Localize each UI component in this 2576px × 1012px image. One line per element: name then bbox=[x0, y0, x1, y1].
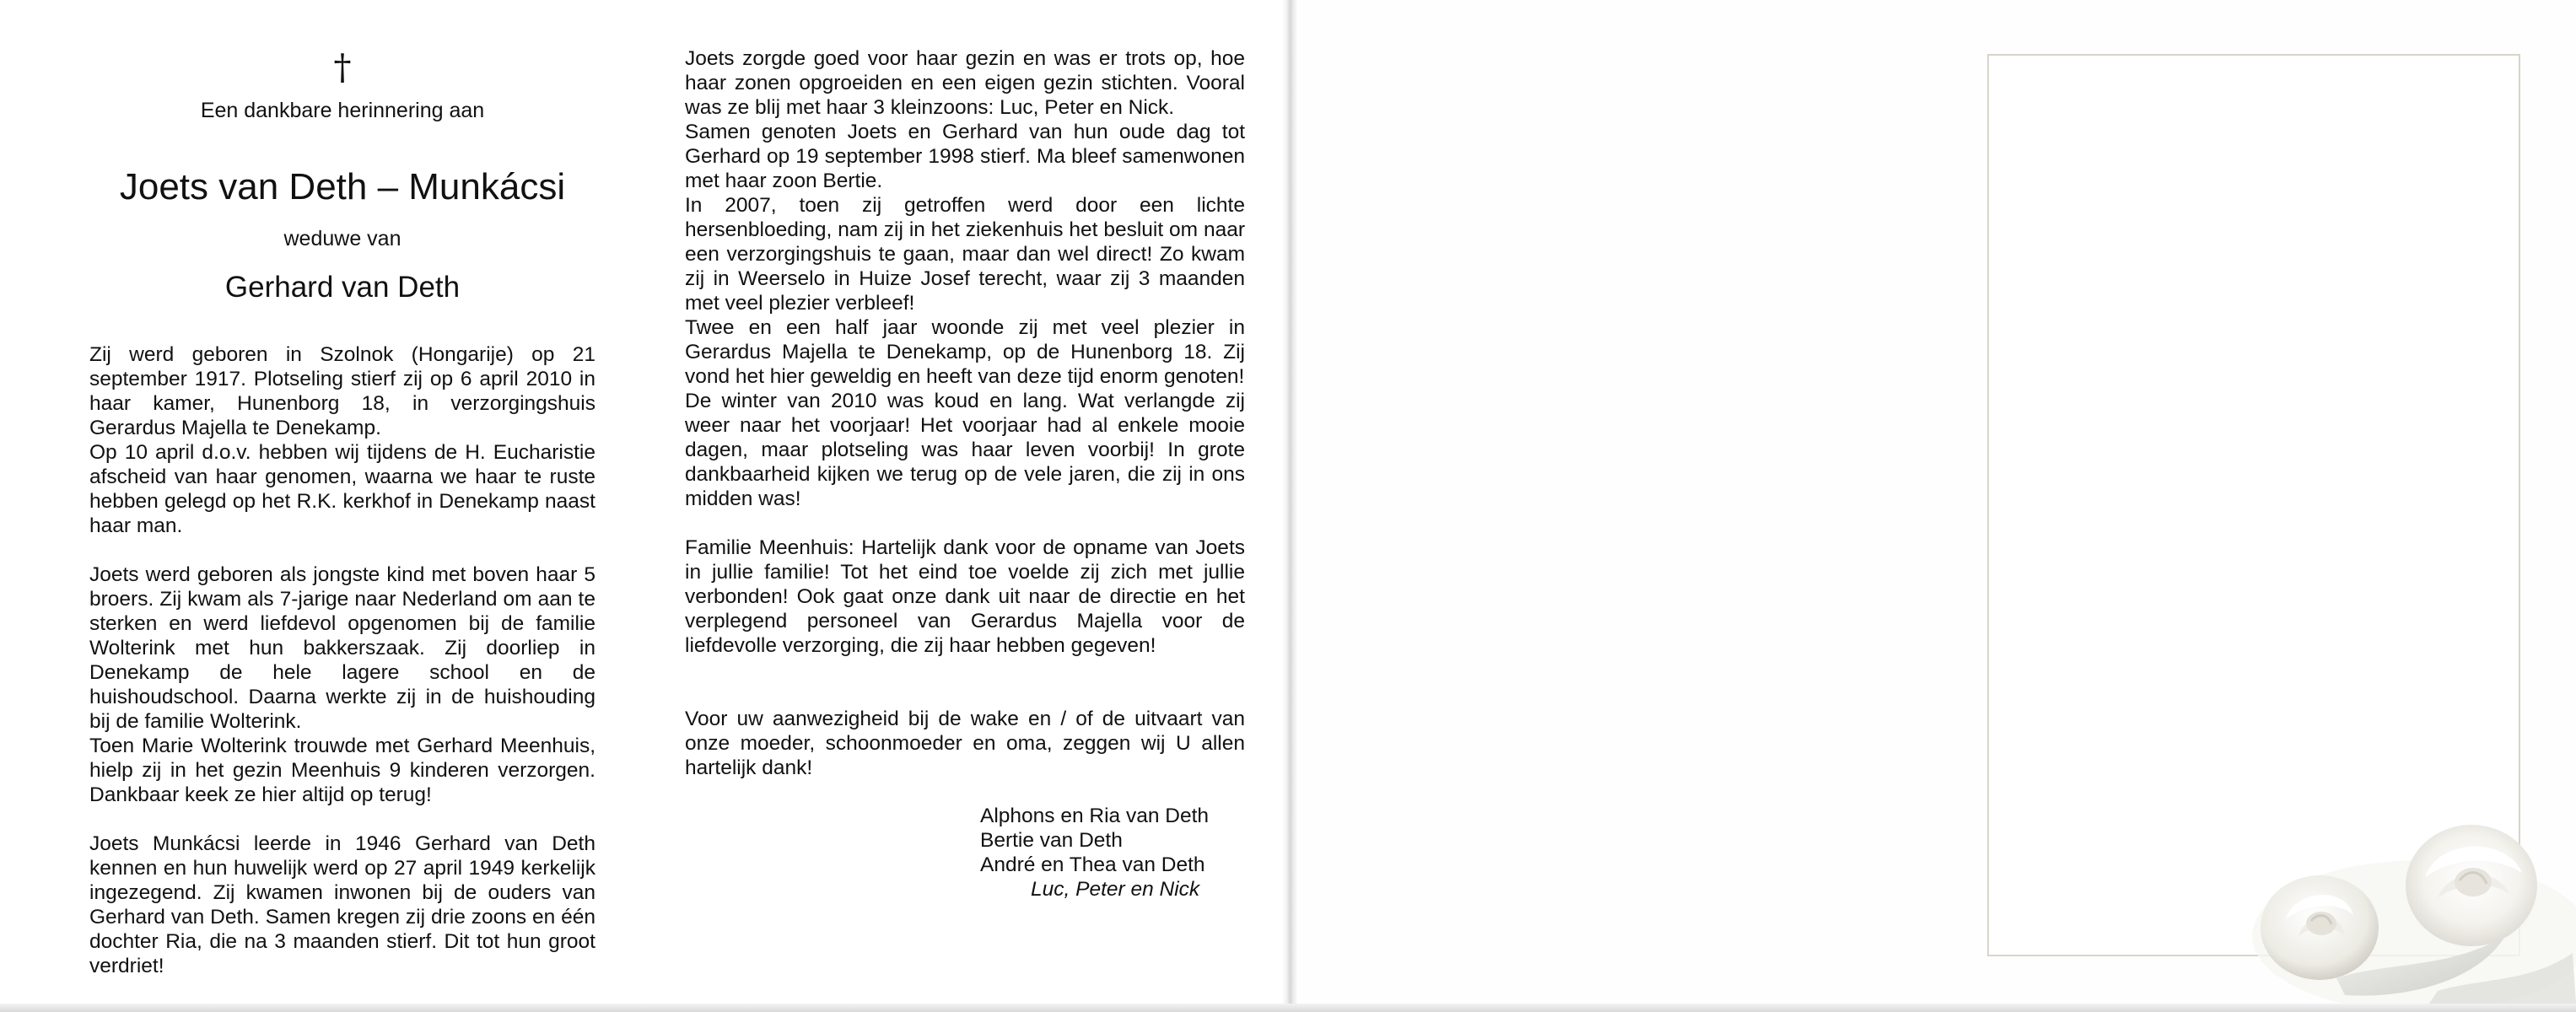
cross-icon: † bbox=[333, 46, 352, 88]
paragraph-birth-death: Zij werd geboren in Szolnok (Hongarije) op 21 september 1917. Plotseling stierf zij op 6 april 2010 in haar kamer, Hunenborg 18, in verzorgingshuis Gerardus Majella te Denekamp. bbox=[89, 343, 595, 439]
paragraph-thanks-all: Voor uw aanwezigheid bij de wake en / of de uitvaart van onze moeder, schoonmoeder en oma, zeggen wij U allen hartelijk dank! bbox=[685, 708, 1245, 779]
paragraph-winter: De winter van 2010 was koud en lang. Wat verlangde zij weer naar het voorjaar! Het voorjaar had al enkele mooie dagen, maar plotseling was haar leven voorbij! In grote dankbaarheid kijken we terug op de vele jaren, die zij in ons midden was! bbox=[685, 390, 1245, 510]
paragraph-2007: In 2007, toen zij getroffen werd door een lichte hersenbloeding, nam zij in het ziekenhuis het besluit om naar een verzorgingshuis te gaan, maar dan wel direct! Zo kwam zij in Weerselo in Huize Josef terecht, waar zij 3 maanden met veel plezier verbleef! bbox=[685, 194, 1245, 315]
signature-line: André en Thea van Deth bbox=[980, 853, 1205, 876]
widow-of-text: weduwe van bbox=[283, 227, 401, 250]
deceased-name: Joets van Deth – Munkácsi bbox=[119, 166, 566, 207]
card-bottom-edge bbox=[0, 1004, 2576, 1012]
signature-grandchildren: Luc, Peter en Nick bbox=[1031, 878, 1200, 901]
intro-text: Een dankbare herinnering aan bbox=[200, 99, 485, 122]
card-fold bbox=[1282, 0, 1297, 1012]
paragraph-family: Joets zorgde goed voor haar gezin en was er trots op, hoe haar zonen opgroeiden en een eigen gezin stichten. Vooral was ze blij met haar 3 kleinzoons: Luc, Peter en Nick. bbox=[685, 47, 1245, 119]
signatures bbox=[980, 804, 1250, 902]
paragraph-meenhuis: Toen Marie Wolterink trouwde met Gerhard Meenhuis, hielp zij in het gezin Meenhuis 9 kinderen verzorgen. Dankbaar keek ze hier altijd op terug! bbox=[89, 735, 595, 806]
paragraph-retirement: Samen genoten Joets en Gerhard van hun oude dag tot Gerhard op 19 september 1998 stierf. Ma bleef samenwonen met haar zoon Bertie. bbox=[685, 121, 1245, 192]
paragraph-marriage: Joets Munkácsi leerde in 1946 Gerhard van Deth kennen en hun huwelijk werd op 27 april 1949 kerkelijk ingezegend. Zij kwamen inwonen bij de ouders van Gerhard van Deth. Samen kregen zij drie zoons en één dochter Ria, die na 3 maanden stierf. Dit tot hun groot verdriet! bbox=[89, 832, 595, 977]
left-column bbox=[89, 47, 595, 978]
husband-name: Gerhard van Deth bbox=[224, 271, 461, 304]
signature-line: Alphons en Ria van Deth bbox=[980, 805, 1210, 827]
paragraph-childhood: Joets werd geboren als jongste kind met boven haar 5 broers. Zij kwam als 7-jarige naar Nederland om aan te sterken en werd liefdevol opgenomen bij de familie Wolterink met hun bakkerszaak. Zij doorliep in Denekamp de hele lagere school en de huishoudschool. Daarna werkte zij in de huishouding bij de familie Wolterink. bbox=[89, 563, 595, 733]
biography-left bbox=[89, 342, 595, 978]
paragraph-thanks-meenhuis: Familie Meenhuis: Hartelijk dank voor de opname van Joets in jullie familie! Tot het eind toe voelde zij zich met jullie verbonden! Ook gaat onze dank uit naar de directie en het verplegend personeel van Gerardus Majella voor de liefdevolle verzorging, die zij haar hebben gegeven! bbox=[685, 536, 1245, 657]
white-roses-icon bbox=[2227, 810, 2576, 1004]
signature-line: Bertie van Deth bbox=[980, 829, 1123, 852]
middle-column bbox=[685, 46, 1245, 902]
paragraph-funeral: Op 10 april d.o.v. hebben wij tijdens de H. Eucharistie afscheid van haar genomen, waarna we haar te ruste hebben gelegd op het R.K. kerkhof in Denekamp naast haar man. bbox=[89, 441, 595, 537]
paragraph-denekamp: Twee en een half jaar woonde zij met veel plezier in Gerardus Majella te Denekamp, op de Hunenborg 18. Zij vond het hier geweldig en heeft van deze tijd enorm genoten! bbox=[685, 316, 1245, 388]
